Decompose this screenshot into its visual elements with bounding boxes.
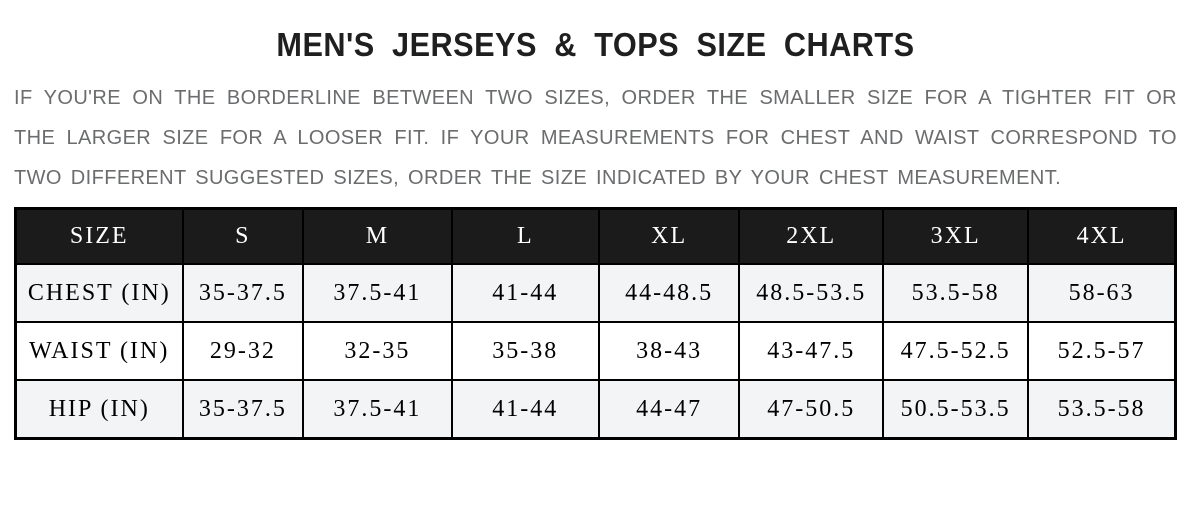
hip-value-m: 37.5-41: [303, 380, 451, 439]
hip-value-l: 41-44: [452, 380, 599, 439]
size-chart-page: [14, 0, 1177, 440]
chest-value-s: 35-37.5: [183, 264, 304, 322]
waist-value-m: 32-35: [303, 322, 451, 380]
header-cell-size: SIZE: [16, 209, 183, 265]
hip-value-2xl: 47-50.5: [739, 380, 883, 439]
header-cell-2xl: 2XL: [739, 209, 883, 265]
header-cell-3xl: 3XL: [883, 209, 1028, 265]
page-title: MEN'S JERSEYS & TOPS SIZE CHARTS: [276, 26, 915, 63]
table-row-waist: [16, 322, 1176, 380]
waist-value-s: 29-32: [183, 322, 304, 380]
chest-value-xl: 44-48.5: [599, 264, 739, 322]
waist-value-3xl: 47.5-52.5: [883, 322, 1028, 380]
chest-value-2xl: 48.5-53.5: [739, 264, 883, 322]
header-cell-m: M: [303, 209, 451, 265]
row-label-waist: WAIST (IN): [16, 322, 183, 380]
hip-value-4xl: 53.5-58: [1028, 380, 1175, 439]
hip-value-s: 35-37.5: [183, 380, 304, 439]
table-row-hip: [16, 380, 1176, 439]
header-cell-4xl: 4XL: [1028, 209, 1175, 265]
chest-value-3xl: 53.5-58: [883, 264, 1028, 322]
hip-value-3xl: 50.5-53.5: [883, 380, 1028, 439]
size-chart-table: [14, 207, 1177, 440]
chest-value-4xl: 58-63: [1028, 264, 1175, 322]
sizing-instructions-paragraph: IF YOU'RE ON THE BORDERLINE BETWEEN TWO SIZES, ORDER THE SMALLER SIZE FOR A TIGHTER FIT OR THE LARGER SIZE FOR A LOOSER FIT. IF YOUR MEASUREMENTS FOR CHEST AND WAIST CORRESPOND TO TWO DIFFERENT SUGGESTED SIZES, ORDER THE SIZE INDICATED BY YOUR CHEST MEASUREMENT.: [14, 87, 1177, 189]
header-cell-xl: XL: [599, 209, 739, 265]
waist-value-xl: 38-43: [599, 322, 739, 380]
table-header-row: [16, 209, 1176, 265]
chest-value-m: 37.5-41: [303, 264, 451, 322]
table-row-chest: [16, 264, 1176, 322]
header-cell-l: L: [452, 209, 599, 265]
header-cell-s: S: [183, 209, 304, 265]
waist-value-4xl: 52.5-57: [1028, 322, 1175, 380]
waist-value-l: 35-38: [452, 322, 599, 380]
row-label-hip: HIP (IN): [16, 380, 183, 439]
chest-value-l: 41-44: [452, 264, 599, 322]
row-label-chest: CHEST (IN): [16, 264, 183, 322]
waist-value-2xl: 43-47.5: [739, 322, 883, 380]
hip-value-xl: 44-47: [599, 380, 739, 439]
